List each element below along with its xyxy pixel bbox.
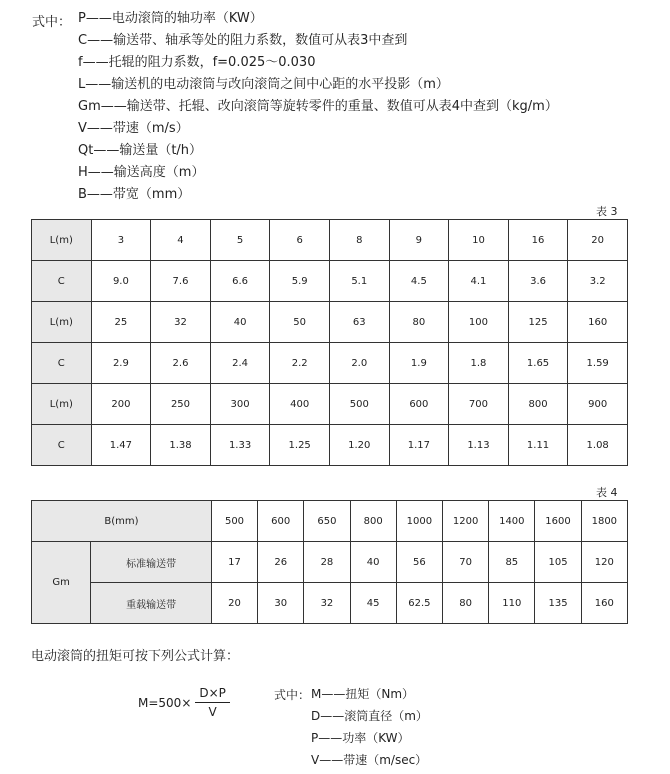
table-cell: 105: [535, 542, 581, 583]
table-cell: 32: [304, 583, 350, 624]
legend-item: B——带宽（mm）: [78, 187, 191, 202]
legend-item: C——输送带、轴承等处的阻力系数，数值可从表3中查到: [78, 33, 408, 48]
table-cell: 160: [581, 583, 627, 624]
table-cell: 4.5: [389, 261, 449, 302]
table-cell: 2.9: [91, 343, 151, 384]
header-cell: 1200: [442, 501, 488, 542]
table-cell: 70: [442, 542, 488, 583]
table-cell: 110: [489, 583, 535, 624]
header-cell: 650: [304, 501, 350, 542]
table-cell: 40: [210, 302, 270, 343]
table-cell: 1.38: [151, 425, 211, 466]
table-cell: 1.25: [270, 425, 330, 466]
header-cell: 500: [211, 501, 257, 542]
table-cell: 1.65: [508, 343, 568, 384]
table-cell: 80: [442, 583, 488, 624]
table-cell: 5.9: [270, 261, 330, 302]
formula-lhs: M=500×: [138, 695, 192, 710]
legend-item: f——托辊的阻力系数，f=0.025～0.030: [78, 55, 316, 70]
table-cell: 1.59: [568, 343, 628, 384]
table-cell: 20: [211, 583, 257, 624]
table-cell: 1.11: [508, 425, 568, 466]
table-cell: 4.1: [449, 261, 509, 302]
legend-item: L——输送机的电动滚筒与改向滚筒之间中心距的水平投影（m）: [78, 77, 449, 92]
table-cell: 45: [350, 583, 396, 624]
resistance-coefficient-table: [31, 219, 628, 466]
header-cell: B(mm): [32, 501, 212, 542]
header-cell: 1000: [396, 501, 442, 542]
header-cell: 1600: [535, 501, 581, 542]
table-cell: 1.47: [91, 425, 151, 466]
table-cell: 3.2: [568, 261, 628, 302]
header-cell: 1400: [489, 501, 535, 542]
row-header-cell: L(m): [32, 384, 92, 425]
table-row: [32, 425, 628, 466]
table-cell: 8: [329, 220, 389, 261]
header-cell: 1800: [581, 501, 627, 542]
table-row: [32, 261, 628, 302]
table-cell: 4: [151, 220, 211, 261]
table-cell: 2.6: [151, 343, 211, 384]
row-header-cell: Gm: [32, 542, 91, 624]
table-cell: 7.6: [151, 261, 211, 302]
symbol-legend: [78, 11, 558, 209]
table-cell: 2.2: [270, 343, 330, 384]
table-cell: 9.0: [91, 261, 151, 302]
table-cell: 1.17: [389, 425, 449, 466]
table-cell: 30: [258, 583, 304, 624]
table-cell: 125: [508, 302, 568, 343]
table-row: [32, 220, 628, 261]
legend-item: H——输送高度（m）: [78, 165, 205, 180]
table-cell: 5: [210, 220, 270, 261]
table-cell: 3.6: [508, 261, 568, 302]
row-header-cell: 标准输送带: [91, 542, 212, 583]
table-cell: 28: [304, 542, 350, 583]
table-cell: 900: [568, 384, 628, 425]
table-cell: 62.5: [396, 583, 442, 624]
table-cell: 500: [329, 384, 389, 425]
table-cell: 120: [581, 542, 627, 583]
formula-fraction: [195, 686, 230, 719]
table-cell: 26: [258, 542, 304, 583]
table-cell: 5.1: [329, 261, 389, 302]
table-cell: 80: [389, 302, 449, 343]
table-cell: 2.4: [210, 343, 270, 384]
row-header-cell: C: [32, 343, 92, 384]
legend-item: P——电动滚筒的轴功率（KW）: [78, 11, 263, 26]
table-cell: 3: [91, 220, 151, 261]
formula-intro: 电动滚筒的扭矩可按下列公式计算：: [31, 649, 240, 664]
table-cell: 32: [151, 302, 211, 343]
legend-item: Qt——输送量（t/h）: [78, 143, 203, 158]
row-header-cell: L(m): [32, 302, 92, 343]
table-row: [32, 501, 628, 542]
table-cell: 6.6: [210, 261, 270, 302]
table-cell: 6: [270, 220, 330, 261]
legend-item: Gm——输送带、托辊、改向滚筒等旋转零件的重量、数值可从表4中查到（kg/m）: [78, 99, 558, 114]
table-cell: 9: [389, 220, 449, 261]
torque-formula: [138, 686, 230, 719]
table-cell: 400: [270, 384, 330, 425]
table-cell: 1.13: [449, 425, 509, 466]
table-row: [32, 583, 628, 624]
table-cell: 56: [396, 542, 442, 583]
table-cell: 100: [449, 302, 509, 343]
table-cell: 1.8: [449, 343, 509, 384]
row-header-cell: 重载输送带: [91, 583, 212, 624]
formula-legend-heading: 式中：: [274, 688, 311, 702]
table-cell: 16: [508, 220, 568, 261]
rotating-parts-weight-table: [31, 500, 628, 624]
table-cell: 200: [91, 384, 151, 425]
table-cell: 800: [508, 384, 568, 425]
table-cell: 1.08: [568, 425, 628, 466]
table-cell: 2.0: [329, 343, 389, 384]
table-cell: 85: [489, 542, 535, 583]
table-row: [32, 542, 628, 583]
table-cell: 135: [535, 583, 581, 624]
row-header-cell: L(m): [32, 220, 92, 261]
table-cell: 1.9: [389, 343, 449, 384]
legend-item: V——带速（m/s）: [78, 121, 189, 136]
table-cell: 160: [568, 302, 628, 343]
header-cell: 600: [258, 501, 304, 542]
table-cell: 1.33: [210, 425, 270, 466]
table4-title: 表 4: [596, 486, 618, 499]
header-cell: 800: [350, 501, 396, 542]
table3-title: 表 3: [596, 205, 618, 218]
table-cell: 600: [389, 384, 449, 425]
table-cell: 1.20: [329, 425, 389, 466]
legend-heading: 式中：: [32, 15, 72, 30]
table-row: [32, 302, 628, 343]
table-cell: 300: [210, 384, 270, 425]
table-cell: 20: [568, 220, 628, 261]
table-row: [32, 343, 628, 384]
table-cell: 250: [151, 384, 211, 425]
table-cell: 50: [270, 302, 330, 343]
row-header-cell: C: [32, 261, 92, 302]
table-cell: 10: [449, 220, 509, 261]
row-header-cell: C: [32, 425, 92, 466]
formula-numerator: D×P: [195, 686, 230, 703]
formula-legend-item: D——滚筒直径（m）: [311, 709, 428, 723]
formula-legend-item: V——带速（m/sec）: [311, 753, 428, 767]
table-cell: 63: [329, 302, 389, 343]
formula-legend: [311, 686, 428, 774]
table-cell: 40: [350, 542, 396, 583]
formula-denominator: V: [208, 705, 217, 719]
formula-legend-item: M——扭矩（Nm）: [311, 687, 415, 701]
table-row: [32, 384, 628, 425]
table-cell: 700: [449, 384, 509, 425]
table-cell: 17: [211, 542, 257, 583]
table-cell: 25: [91, 302, 151, 343]
formula-legend-item: P——功率（KW）: [311, 731, 410, 745]
